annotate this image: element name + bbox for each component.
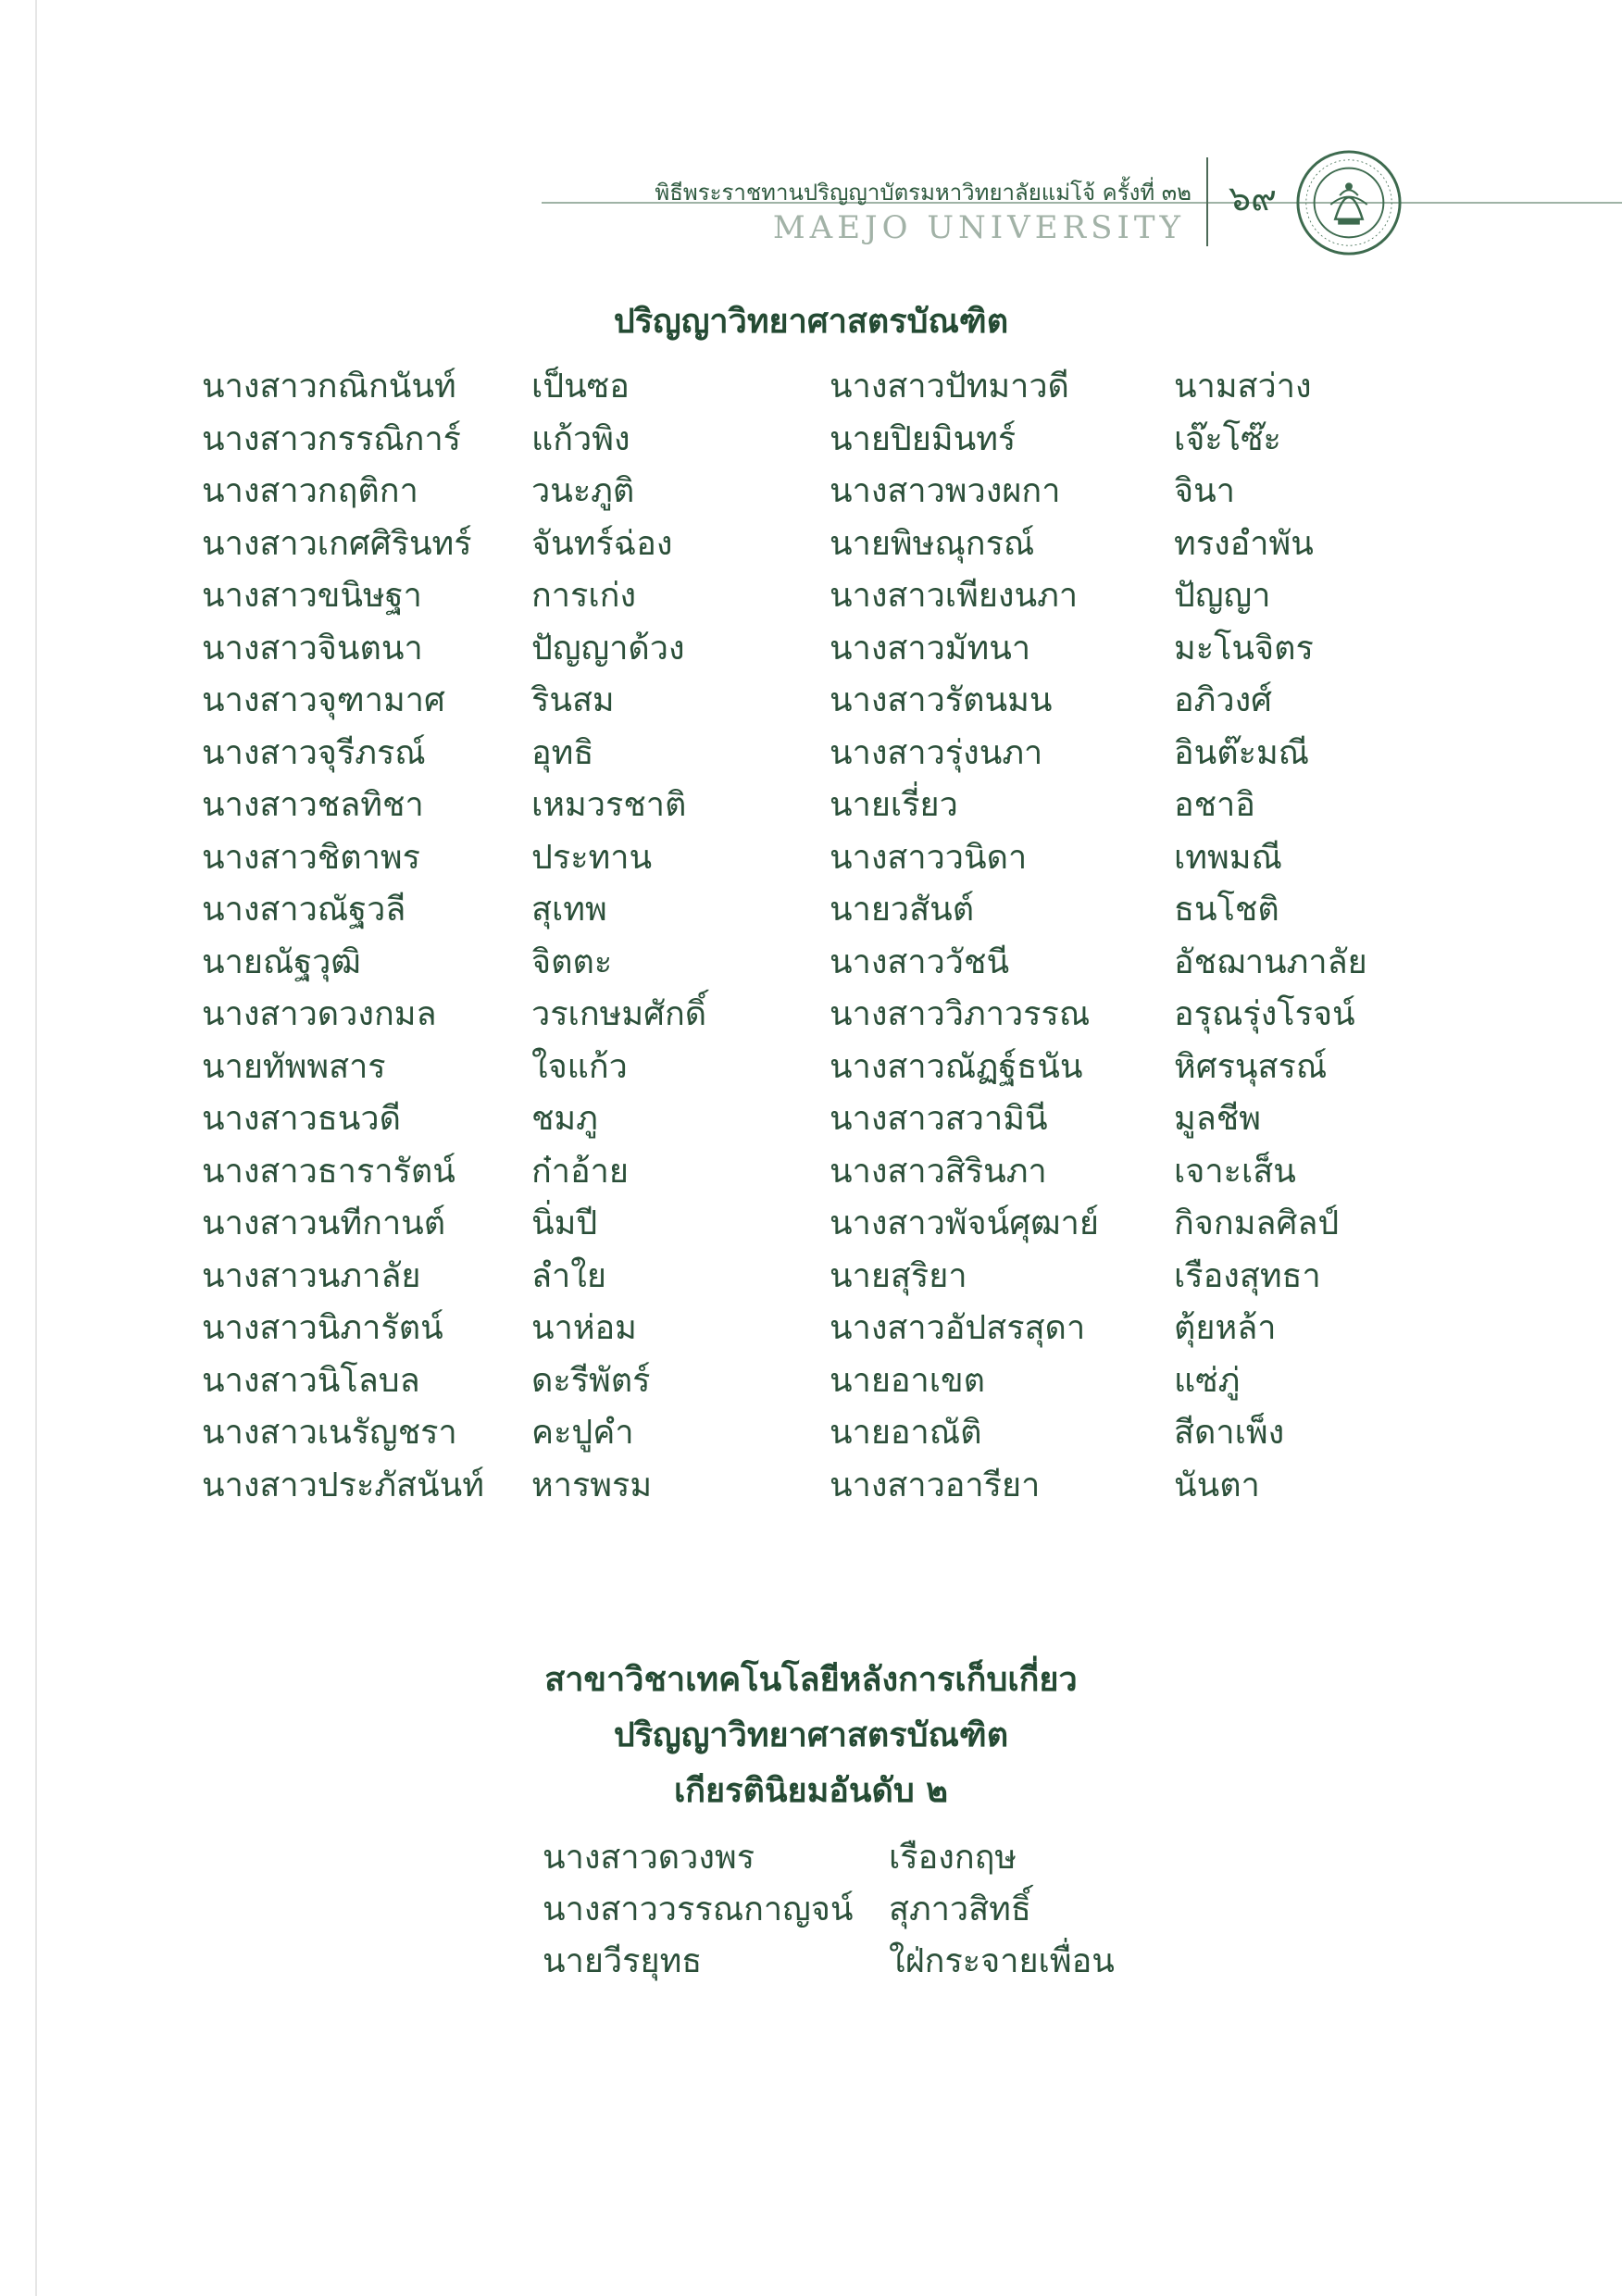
graduate-first-name: นางสาวชลทิชา [202,786,424,824]
graduate-surname: นามสว่าง [1174,368,1312,406]
graduate-first-name: นายทัพพสาร [202,1047,386,1086]
graduate-surname: การเก่ง [531,577,637,615]
graduate-first-name: นางสาวเกศศิรินทร์ [202,524,472,563]
graduate-surname: ใจแก้ว [531,1047,628,1086]
graduate-first-name: นางสาวณัฐวลี [202,891,406,929]
maejo-university-seal-icon [1294,148,1404,257]
graduate-surname: นิ่มปี [531,1204,598,1242]
graduate-first-name: นางสาวมัทนา [830,629,1031,668]
graduate-first-name: นางสาวเนรัญชรา [202,1414,457,1452]
graduate-first-name: นายสุริยา [830,1256,967,1295]
graduate-surname: สุเทพ [531,891,607,929]
graduate-first-name: นางสาวจินตนา [202,629,423,668]
graduate-surname: แก้วพิง [531,419,630,458]
graduate-first-name: นายอาณัติ [830,1414,982,1452]
graduate-first-name: นายณัฐวุฒิ [202,942,361,981]
graduate-first-name: นางสาววิภาวรรณ [830,995,1091,1033]
graduate-surname: เหมวรชาติ [531,786,687,824]
honors-graduate-first-name: นางสาวดวงพร [543,1839,755,1877]
graduate-first-name: นางสาวชิตาพร [202,838,420,877]
graduate-first-name: นางสาวสวามินี [830,1100,1048,1138]
graduate-surname: ตุ้ยหล้า [1174,1309,1277,1347]
graduate-first-name: นางสาวรัตนมน [830,681,1053,719]
graduate-surname: กิจกมลศิลป์ [1174,1204,1340,1242]
graduate-first-name: นางสาวกรรณิการ์ [202,419,462,458]
ceremony-title: พิธีพระราชทานปริญญาบัตรมหาวิทยาลัยแม่โจ้ ครั้งที่ ๓๒ [655,180,1192,206]
graduate-first-name: นางสาวกณิกนันท์ [202,368,456,406]
graduate-first-name: นางสาวธารารัตน์ [202,1152,455,1191]
graduate-first-name: นางสาวอัปสรสุดา [830,1309,1086,1347]
graduate-surname: ปัญญา [1174,577,1271,615]
graduate-surname: ทรงอำพัน [1174,524,1314,563]
page-header [0,0,1622,278]
graduate-surname: อัชฌานภาลัย [1174,942,1367,981]
graduate-surname: มะโนจิตร [1174,629,1314,668]
graduate-surname: จิตตะ [531,942,613,981]
graduate-surname: อภิวงศ์ [1174,681,1272,719]
graduate-first-name: นางสาวนทีกานต์ [202,1204,446,1242]
graduate-surname: เรืองสุทธา [1174,1256,1321,1295]
graduate-surname: อชาอิ [1174,786,1255,824]
graduate-surname: อรุณรุ่งโรจน์ [1174,995,1355,1033]
graduate-first-name: นางสาวสิรินภา [830,1152,1047,1191]
graduate-surname: มูลชีพ [1174,1100,1261,1138]
graduate-first-name: นางสาวจุฑามาศ [202,681,445,719]
graduate-surname: อินต๊ะมณี [1174,733,1310,772]
graduate-surname: ประทาน [531,838,653,877]
graduate-first-name: นางสาววัชนี [830,942,1010,981]
graduate-surname: สีดาเพ็ง [1174,1414,1285,1452]
graduate-first-name: นางสาวอารียา [830,1466,1041,1504]
graduate-surname: วรเกษมศักดิ์ [531,995,707,1033]
graduate-first-name: นางสาวพัจน์ศุฒาย์ [830,1204,1099,1242]
graduate-first-name: นางสาวนิโลบล [202,1361,420,1400]
university-name: MAEJO UNIVERSITY [772,209,1185,246]
page-number: ๖๙ [1229,178,1277,218]
graduate-first-name: นายพิษณุกรณ์ [830,524,1035,563]
graduate-first-name: นางสาวดวงกมล [202,995,437,1033]
graduate-first-name: นางสาวนิภารัตน์ [202,1309,443,1347]
honors-graduate-first-name: นางสาววรรณกาญจน์ [543,1890,854,1928]
graduate-first-name: นายวสันต์ [830,891,975,929]
graduate-surname: วนะภูติ [531,472,635,510]
graduate-first-name: นางสาวรุ่งนภา [830,733,1043,772]
graduate-surname: เจ๊ะโซ๊ะ [1174,419,1281,458]
graduate-surname: เจาะเส็น [1174,1152,1296,1191]
graduate-surname: คะปูคำ [531,1414,634,1452]
graduate-first-name: นายอาเขต [830,1361,986,1400]
section2-heading-honors: เกียรตินิยมอันดับ ๒ [673,1772,949,1810]
graduate-first-name: นางสาวจุรีภรณ์ [202,733,426,772]
graduate-surname: รินสม [531,681,615,719]
graduate-surname: ดะรีพัตร์ [531,1361,651,1400]
honors-graduate-first-name: นายวีรยุทธ [543,1942,703,1980]
graduate-first-name: นางสาวขนิษฐา [202,577,422,615]
section2-heading-major: สาขาวิชาเทคโนโลยีหลังการเก็บเกี่ยว [544,1661,1078,1699]
graduate-surname: จันทร์ฉ่อง [531,524,673,563]
graduate-first-name: นางสาวประภัสนันท์ [202,1466,484,1504]
graduate-first-name: นางสาวนภาลัย [202,1256,421,1295]
honors-graduate-surname: ใฝ่กระจายเพื่อน [889,1942,1115,1980]
graduate-surname: เทพมณี [1174,838,1282,877]
graduate-surname: ลำใย [531,1256,606,1295]
graduate-surname: ก๋าอ้าย [531,1152,629,1191]
graduate-surname: ธนโชติ [1174,891,1279,929]
graduate-surname: หิศรนุสรณ์ [1174,1047,1328,1086]
graduate-first-name: นายปิยมินทร์ [830,419,1017,458]
graduate-surname: แซ่ภู่ [1174,1361,1241,1400]
honors-graduate-surname: สุภาวสิทธิ์ [889,1890,1031,1928]
graduate-first-name: นางสาวเพียงนภา [830,577,1079,615]
graduate-surname: นันตา [1174,1466,1260,1504]
header-divider [1206,157,1208,246]
graduate-first-name: นางสาวพวงผกา [830,472,1061,510]
graduate-surname: อุทธิ [531,733,594,772]
graduate-first-name: นางสาววนิดา [830,838,1028,877]
graduate-first-name: นายเรี่ยว [830,786,958,824]
graduate-first-name: นางสาวปัทมาวดี [830,368,1069,406]
graduate-surname: เป็นซอ [531,368,630,406]
honors-graduate-surname: เรืองกฤษ [889,1839,1017,1877]
graduate-surname: ชมภู [531,1100,598,1138]
graduate-surname: หารพรม [531,1466,653,1504]
graduate-first-name: นางสาวณัฏฐ์ธนัน [830,1047,1083,1086]
graduate-surname: จินา [1174,472,1235,510]
graduate-first-name: นางสาวกฤติกา [202,472,418,510]
section2-heading-degree: ปริญญาวิทยาศาสตรบัณฑิต [613,1716,1009,1754]
graduate-first-name: นางสาวธนวดี [202,1100,401,1138]
section1-heading: ปริญญาวิทยาศาสตรบัณฑิต [613,303,1009,341]
graduate-surname: นาห่อม [531,1309,637,1347]
graduate-surname: ปัญญาด้วง [531,629,685,668]
